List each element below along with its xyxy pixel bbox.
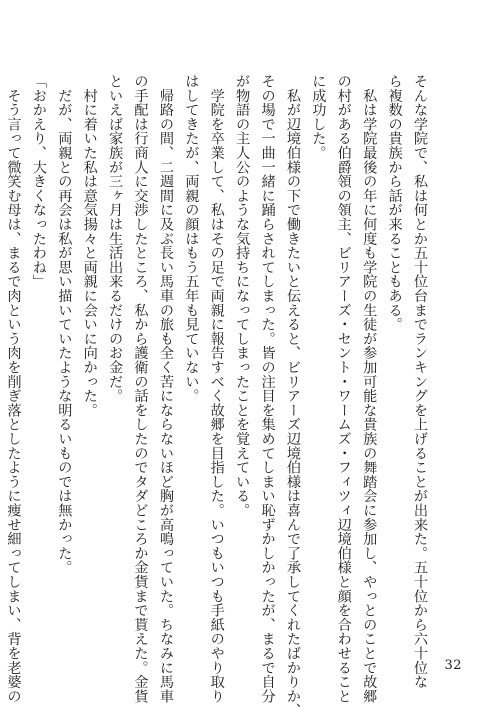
- text-line: その場で一曲一緒に踊らされてしまった。皆の注目を集めてしまい恥ずかしかったが、まるで自分: [259, 74, 276, 704]
- text-line: 学院を卒業して、私はその足で両親に報告すべく故郷を目指した。いつもいつも手紙のやり取り: [208, 74, 225, 704]
- text-line: が物語の主人公のような気持ちになってしまったことを覚えている。: [234, 74, 251, 518]
- vertical-text-body: [0, 74, 432, 718]
- text-line: だが、両親との再会は私が思い描いていたような明るいものでは無かった。: [56, 74, 73, 575]
- text-line: 村に着いた私は意気揚々と両親に会いに向かった。: [81, 74, 98, 418]
- text-line: そんな学院で、私は何とか五十位台までランキングを上げることが出来た。五十位から六十位な: [412, 74, 428, 689]
- text-line: はしてきたが、両親の顔はもう五年も見ていない。: [183, 74, 200, 403]
- text-line: 私は学院最後の年に何度も学院の生徒が参加可能な貴族の舞踏会に参加し、やっとのことで故郷: [361, 74, 378, 704]
- text-line: に成功した。: [310, 74, 327, 160]
- text-line: 私が辺境伯様の下で働きたいと伝えると、ビリアーズ辺境伯様は喜んで了承してくれたばかりか、: [284, 74, 301, 718]
- page-number: 32: [444, 658, 462, 673]
- text-line: 帰路の間、二週間に及ぶ長い馬車の旅も全く苦にならないほど胸が高鳴っていた。ちなみに馬車: [157, 74, 174, 704]
- text-line: 「おかえり、大きくなったわね」: [30, 74, 47, 289]
- text-line: そう言って微笑む母は、まるで肉という肉を削ぎ落としたように痩せ細ってしまい、背を老婆の: [5, 74, 22, 704]
- text-line: ら複数の貴族から話が来ることもある。: [386, 74, 403, 332]
- text-line: の村がある伯爵領の領主、ビリアーズ・セント・ワームズ・フィツィ辺境伯様と顔を合わせること: [335, 74, 352, 704]
- text-line: といえば家族が三ヶ月は生活出来るだけのお金だ。: [107, 74, 124, 403]
- text-line: の手配は行商人に交渉したところ、私から護衛の話をしたのでタダどころか金貨まで貰えた。金貨: [132, 74, 149, 704]
